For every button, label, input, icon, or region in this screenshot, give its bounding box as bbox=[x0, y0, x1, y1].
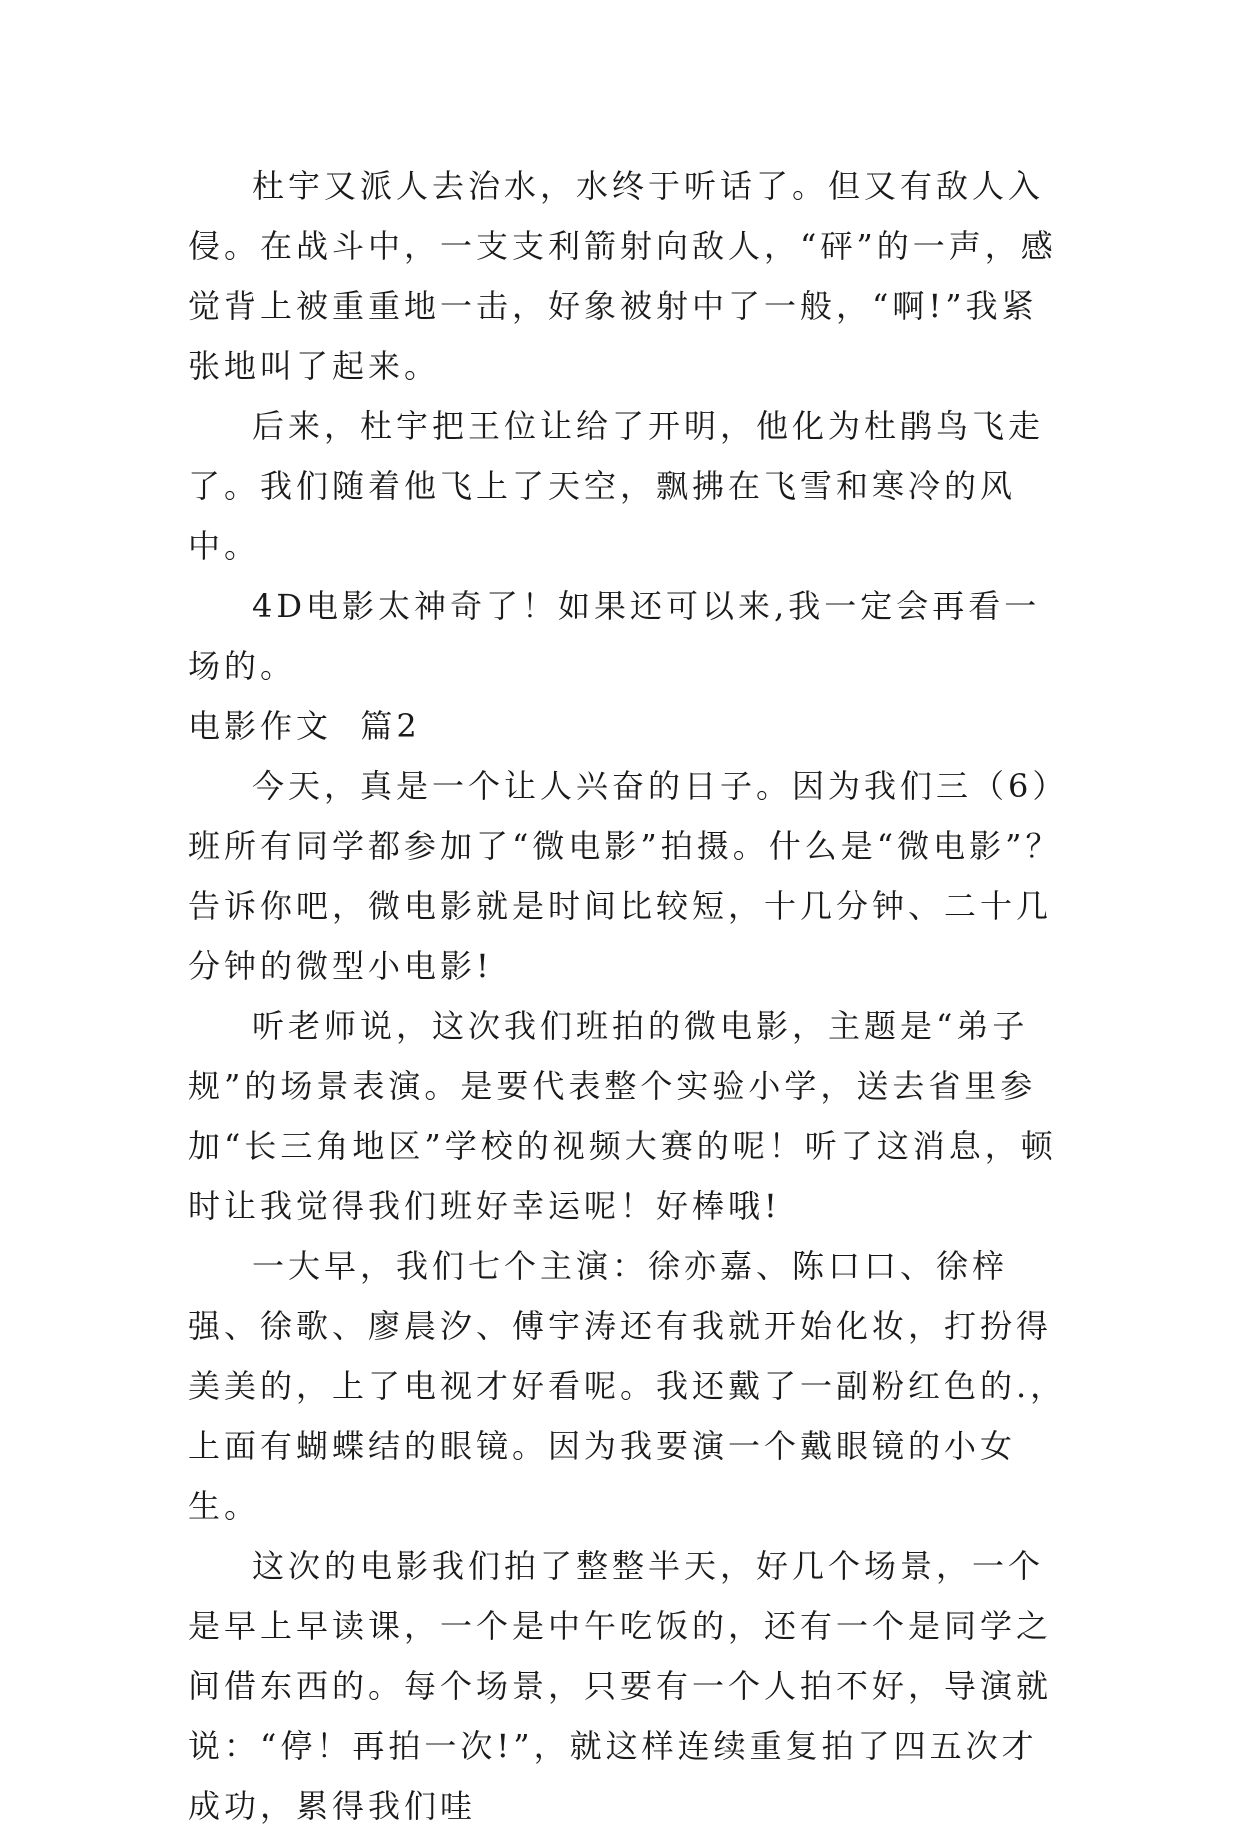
paragraph: 一大早，我们七个主演：徐亦嘉、陈口口、徐梓强、徐歌、廖晨汐、傅宇涛还有我就开始化妆，打扮得美美的，上了电视才好看呢。我还戴了一副粉红色的.，上面有蝴蝶结的眼镜。因为我要演一个戴眼镜的小女生。 bbox=[188, 1247, 1067, 1525]
article-body bbox=[188, 156, 1068, 1836]
paragraph: 这次的电影我们拍了整整半天，好几个场景，一个是早上早读课，一个是中午吃饭的，还有一个是同学之间借东西的。每个场景，只要有一个人拍不好，导演就说：“停！再拍一次!”，就这样连续重复拍了四五次才成功，累得我们哇 bbox=[188, 1547, 1053, 1825]
section-heading: 电影作文 篇2 bbox=[188, 707, 421, 745]
paragraph: 今天，真是一个让人兴奋的日子。因为我们三（6）班所有同学都参加了“微电影”拍摄。什么是“微电影”？告诉你吧，微电影就是时间比较短，十几分钟、二十几分钟的微型小电影! bbox=[188, 767, 1062, 985]
paragraph: 后来，杜宇把王位让给了开明，他化为杜鹃鸟飞走了。我们随着他飞上了天空，飘拂在飞雪和寒冷的风中。 bbox=[188, 407, 1045, 565]
paragraph: 听老师说，这次我们班拍的微电影，主题是“弟子规”的场景表演。是要代表整个实验小学，送去省里参加“长三角地区”学校的视频大赛的呢！听了这消息，顿时让我觉得我们班好幸运呢！好棒哦! bbox=[188, 1007, 1057, 1225]
paragraph: 杜宇又派人去治水，水终于听话了。但又有敌人入侵。在战斗中，一支支利箭射向敌人，“砰”的一声，感觉背上被重重地一击，好象被射中了一般，“啊!”我紧张地叫了起来。 bbox=[188, 167, 1057, 385]
paragraph: 4D电影太神奇了！如果还可以来,我一定会再看一场的。 bbox=[188, 587, 1041, 685]
